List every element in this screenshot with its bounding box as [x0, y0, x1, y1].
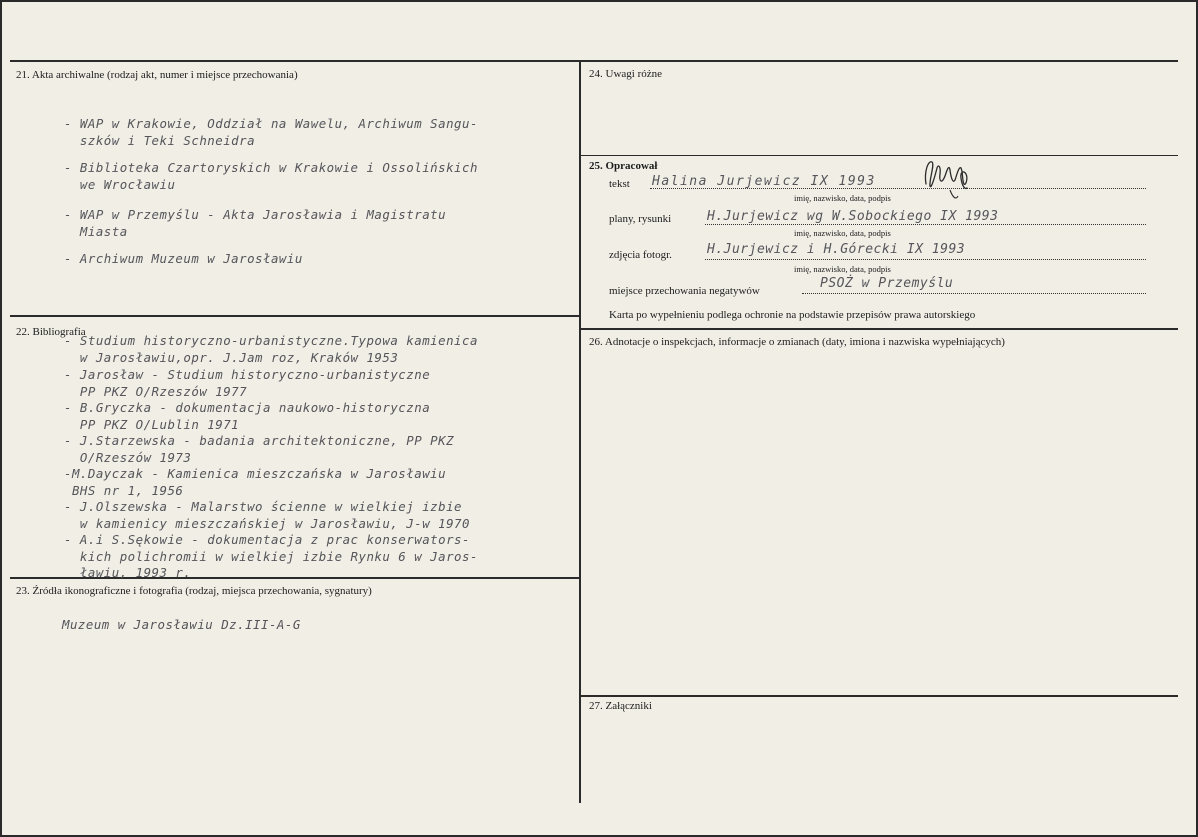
zdjecia-label: zdjęcia fotogr.	[609, 249, 672, 261]
tekst-label: tekst	[609, 178, 630, 190]
divider-25-26	[580, 328, 1178, 330]
tekst-caption: imię, nazwisko, data, podpis	[794, 193, 891, 203]
miejsce-dotted-line	[802, 293, 1146, 294]
top-rule	[10, 60, 1178, 62]
zdjecia-dotted-line	[705, 259, 1146, 260]
zdjecia-value: H.Jurjewicz i H.Górecki IX 1993	[707, 242, 966, 257]
plany-caption: imię, nazwisko, data, podpis	[794, 228, 891, 238]
miejsce-label: miejsce przechowania negatywów	[609, 285, 760, 297]
section-24-label: 24. Uwagi różne	[589, 68, 663, 80]
copyright-note: Karta po wypełnieniu podlega ochronie na podstawie przepisów prawa autorskiego	[609, 309, 976, 321]
section-22-label: 22. Bibliografia	[16, 326, 86, 338]
plany-label: plany, rysunki	[609, 213, 672, 225]
section-26-label: 26. Adnotacje o inspekcjach, informacje o zmianach (daty, imiona i nazwiska wypełniających)	[589, 336, 1005, 348]
bibliography-entry: -M.Dayczak - Kamienica mieszczańska w Jarosławiu BHS nr 1, 1956	[64, 466, 447, 498]
plany-value: H.Jurjewicz wg W.Sobockiego IX 1993	[707, 209, 999, 224]
bibliography-entry: - B.Gryczka - dokumentacja naukowo-historyczna PP PKZ O/Lublin 1971	[64, 400, 431, 432]
bibliography-entry: - A.i S.Sękowie - dokumentacja z prac konserwators- kich polichromii w wielkiej izbie Rynku 6 w Jaros- ławiu, 1993 r.	[64, 532, 478, 580]
section-21-label: 21. Akta archiwalne (rodzaj akt, numer i miejsce przechowania)	[16, 69, 298, 81]
archive-entry: - Biblioteka Czartoryskich w Krakowie i Ossolińskich we Wrocławiu	[64, 160, 478, 192]
tekst-dotted-line	[650, 188, 1146, 189]
divider-26-27	[580, 695, 1178, 697]
section-27-label: 27. Załączniki	[589, 700, 652, 712]
tekst-value: Halina Jurjewicz IX 1993	[652, 174, 876, 189]
archive-entry: - WAP w Krakowie, Oddział na Wawelu, Archiwum Sangu- szków i Teki Schneidra	[64, 116, 478, 148]
bibliography-entry: - Studium historyczno-urbanistyczne.Typowa kamienica w Jarosławiu,opr. J.Jam roz, Kraków 1953	[64, 333, 478, 365]
zdjecia-caption: imię, nazwisko, data, podpis	[794, 264, 891, 274]
divider-21-22	[10, 315, 580, 317]
section-23-label: 23. Źródła ikonograficzne i fotografia (rodzaj, miejsca przechowania, sygnatury)	[16, 585, 372, 597]
archive-entry: - WAP w Przemyślu - Akta Jarosławia i Magistratu Miasta	[64, 207, 447, 239]
handwritten-signature	[920, 154, 980, 204]
plany-dotted-line	[705, 224, 1146, 225]
miejsce-value: PSOŻ w Przemyślu	[820, 276, 954, 291]
divider-24-25	[580, 155, 1178, 156]
section-25-label: 25. Opracował	[589, 160, 658, 172]
archive-entry: - Archiwum Muzeum w Jarosławiu	[64, 251, 303, 266]
bibliography-entry: - J.Starzewska - badania architektoniczne, PP PKZ O/Rzeszów 1973	[64, 433, 455, 465]
iconography-entry: Muzeum w Jarosławiu Dz.III-A-G	[62, 617, 301, 632]
bibliography-entry: - Jarosław - Studium historyczno-urbanistyczne PP PKZ O/Rzeszów 1977	[64, 367, 431, 399]
bibliography-entry: - J.Olszewska - Malarstwo ścienne w wielkiej izbie w kamienicy mieszczańskiej w Jarosławiu, J-w 1970	[64, 499, 470, 531]
center-divider	[579, 61, 581, 803]
